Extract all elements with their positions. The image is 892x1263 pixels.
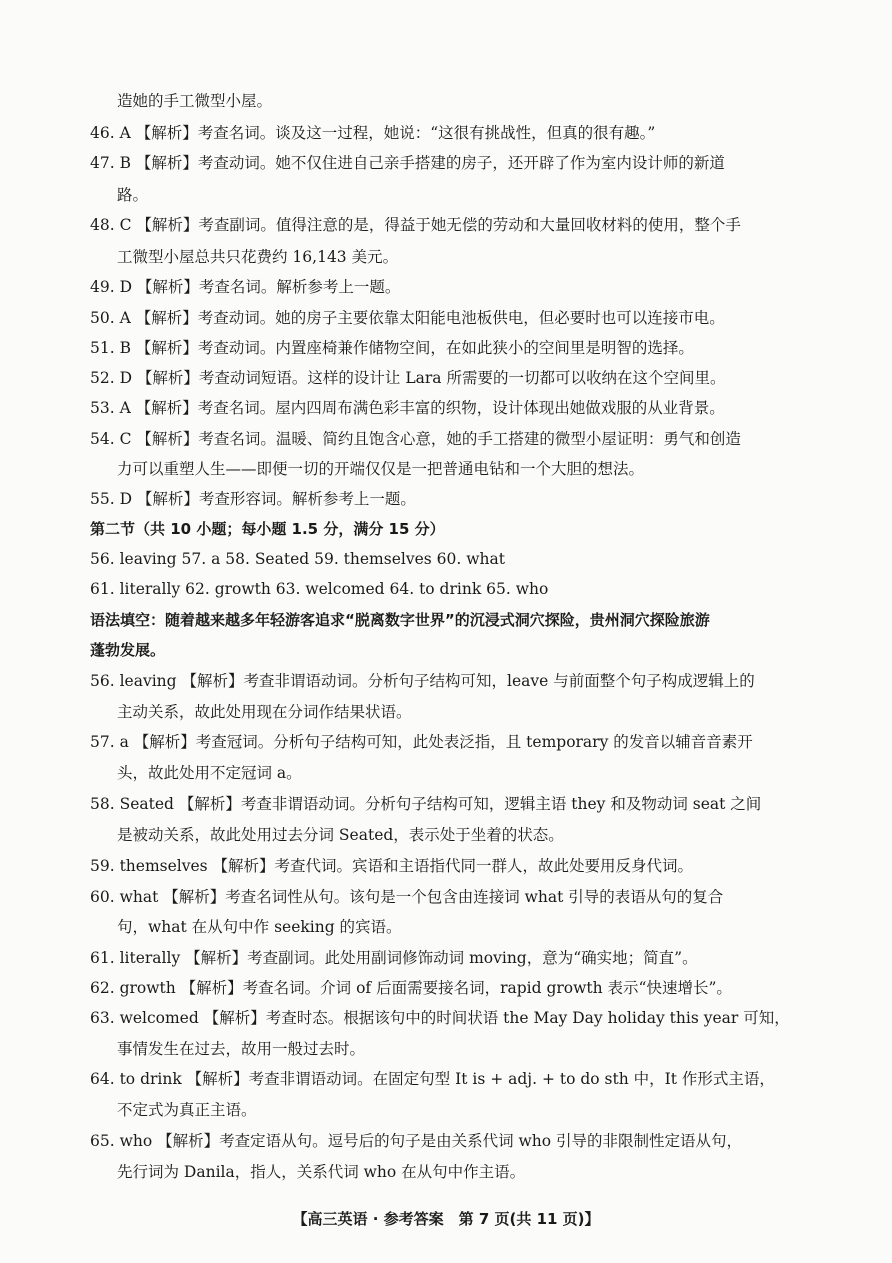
answer-line: 主动关系，故此处用现在分词作结果状语。 <box>117 703 412 721</box>
answer-line: 51. B 【解析】考查动词。内置座椅兼作储物空间，在如此狭小的空间里是明智的选择。 <box>90 339 694 357</box>
answer-line: 47. B 【解析】考查动词。她不仅住进自己亲手搭建的房子，还开辟了作为室内设计师的新道 <box>90 154 725 172</box>
answer-line: 59. themselves 【解析】考查代词。宾语和主语指代同一群人，故此处要用反身代词。 <box>90 857 694 875</box>
answer-line: 路。 <box>117 186 149 204</box>
section-heading-line: 语法填空：随着越来越多年轻游客追求“脱离数字世界”的沉浸式洞穴探险，贵州洞穴探险旅游 <box>90 611 710 629</box>
answer-line: 事情发生在过去，故用一般过去时。 <box>117 1040 366 1058</box>
section-heading-line: 蓬勃发展。 <box>90 641 166 659</box>
answer-line: 57. a 【解析】考查冠词。分析句子结构可知，此处表泛指，且 temporary 的发音以辅音音素开 <box>90 733 753 751</box>
answer-line: 句，what 在从句中作 seeking 的宾语。 <box>117 918 402 936</box>
answer-line: 头，故此处用不定冠词 a。 <box>117 764 302 782</box>
answer-line: 工微型小屋总共只花费约 16,143 美元。 <box>117 248 399 266</box>
answer-line: 先行词为 Danila，指人，关系代词 who 在从句中作主语。 <box>117 1163 526 1181</box>
answer-line: 55. D 【解析】考查形容词。解析参考上一题。 <box>90 490 416 508</box>
answer-line: 不定式为真正主语。 <box>117 1101 257 1119</box>
answer-line: 46. A 【解析】考查名词。谈及这一过程，她说：“这很有挑战性，但真的很有趣。” <box>90 124 656 142</box>
answer-line: 61. literally 【解析】考查副词。此处用副词修饰动词 moving，意为“确实地；简直”。 <box>90 949 698 967</box>
page-footer: 【高三英语 · 参考答案 第 7 页(共 11 页)】 <box>292 1210 600 1228</box>
answer-line: 53. A 【解析】考查名词。屋内四周布满色彩丰富的织物，设计体现出她做戏服的从业背景。 <box>90 399 725 417</box>
answer-line: 56. leaving 【解析】考查非谓语动词。分析句子结构可知，leave 与前面整个句子构成逻辑上的 <box>90 672 755 690</box>
answer-line: 力可以重塑人生——即便一切的开端仅仅是一把普通电钻和一个大胆的想法。 <box>117 460 645 478</box>
answer-line: 65. who 【解析】考查定语从句。逗号后的句子是由关系代词 who 引导的非限制性定语从句， <box>90 1132 743 1150</box>
answer-line: 60. what 【解析】考查名词性从句。该句是一个包含由连接词 what 引导的表语从句的复合 <box>90 888 724 906</box>
answer-line: 58. Seated 【解析】考查非谓语动词。分析句子结构可知，逻辑主语 they 和及物动词 seat 之间 <box>90 795 762 813</box>
answer-line: 50. A 【解析】考查动词。她的房子主要依靠太阳能电池板供电，但必要时也可以连接市电。 <box>90 309 725 327</box>
answer-line: 56. leaving 57. a 58. Seated 59. themselves 60. what <box>90 550 505 568</box>
answer-line: 64. to drink 【解析】考查非谓语动词。在固定句型 It is + adj. + to do sth 中，It 作形式主语， <box>90 1070 775 1088</box>
answer-line: 造她的手工微型小屋。 <box>117 92 273 110</box>
answer-line: 52. D 【解析】考查动词短语。这样的设计让 Lara 所需要的一切都可以收纳在这个空间里。 <box>90 369 726 387</box>
section-heading-line: 第二节（共 10 小题；每小题 1.5 分，满分 15 分） <box>90 520 445 538</box>
answer-line: 49. D 【解析】考查名词。解析参考上一题。 <box>90 278 401 296</box>
answer-line: 48. C 【解析】考查副词。值得注意的是，得益于她无偿的劳动和大量回收材料的使用，整个手 <box>90 216 741 234</box>
answer-line: 61. literally 62. growth 63. welcomed 64. to drink 65. who <box>90 580 549 598</box>
answer-line: 54. C 【解析】考查名词。温暖、简约且饱含心意，她的手工搭建的微型小屋证明：勇气和创造 <box>90 430 741 448</box>
answer-line: 63. welcomed 【解析】考查时态。根据该句中的时间状语 the May Day holiday this year 可知， <box>90 1009 790 1027</box>
answer-line: 62. growth 【解析】考查名词。介词 of 后面需要接名词，rapid growth 表示“快速增长”。 <box>90 979 732 997</box>
answer-line: 是被动关系，故此处用过去分词 Seated，表示处于坐着的状态。 <box>117 826 564 844</box>
